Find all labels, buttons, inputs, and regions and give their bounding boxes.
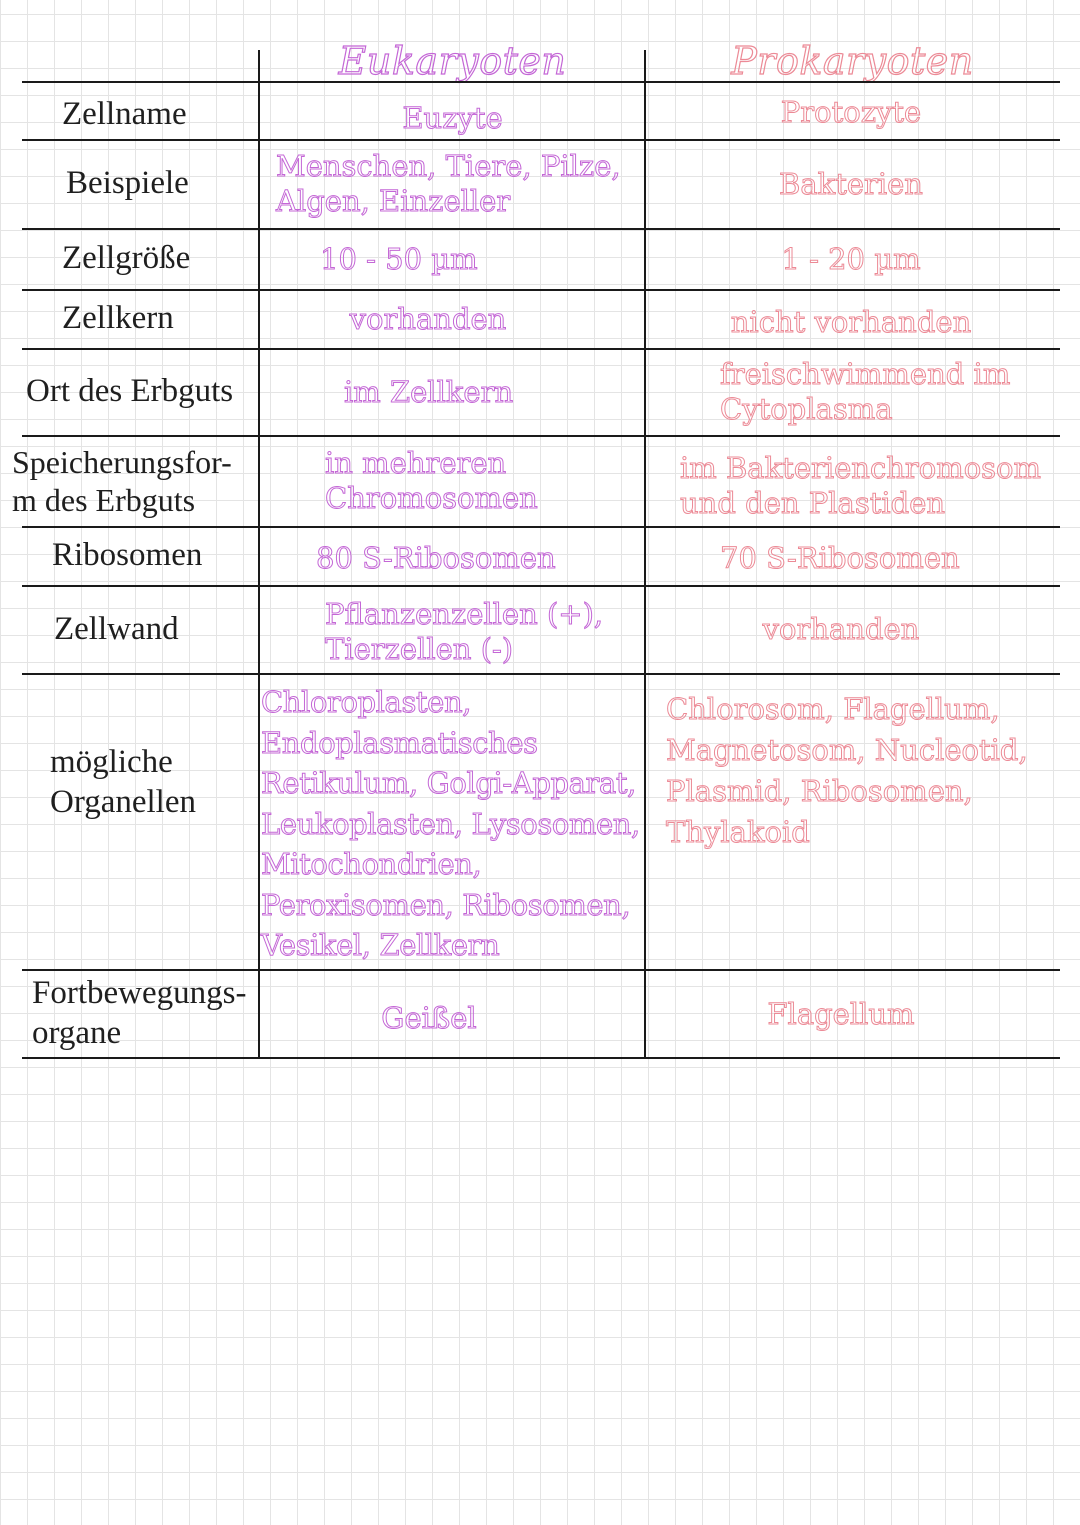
euk-value-zellwand: Pflanzenzellen (+), Tierzellen (-): [325, 596, 604, 666]
euk-value-moegliche-organellen: Chloroplasten, Endoplasmatisches Retikulum, Golgi-Apparat, Leukoplasten, Lysosomen, Mitochondrien, Peroxisomen, Ribosomen, Vesikel, Zellkern: [261, 685, 640, 962]
euk-value-zellname: Euzyte: [402, 100, 503, 135]
row-label-zellname: Zellname: [62, 96, 187, 133]
header-prokaryoten: Prokaryoten: [731, 39, 974, 83]
pro-value-zellgroesse: 1 - 20 µm: [781, 241, 921, 276]
pro-value-speicherungsform: im Bakterienchromosom und den Plastiden: [680, 451, 1041, 520]
euk-value-ort-des-erbguts: im Zellkern: [344, 374, 514, 409]
euk-value-speicherungsform: in mehreren Chromosomen: [325, 446, 538, 515]
row-label-zellkern: Zellkern: [62, 300, 174, 337]
pro-value-moegliche-organellen: Chlorosom, Flagellum, Magnetosom, Nucleotid, Plasmid, Ribosomen, Thylakoid: [666, 692, 1028, 849]
row-label-fortbewegungsorgane: Fortbewegungs- organe: [32, 975, 247, 1051]
euk-value-fortbewegungsorgane: Geißel: [381, 1000, 477, 1035]
euk-value-ribosomen: 80 S-Ribosomen: [316, 540, 556, 575]
row-label-speicherungsform: Speicherungsfor- m des Erbguts: [12, 443, 232, 518]
pro-value-zellname: Protozyte: [780, 94, 922, 129]
row-label-zellwand: Zellwand: [54, 610, 179, 647]
row-rule: [22, 969, 1060, 971]
euk-value-zellgroesse: 10 - 50 µm: [320, 241, 478, 276]
row-rule: [22, 81, 1060, 83]
euk-value-beispiele: Menschen, Tiere, Pilze, Algen, Einzeller: [276, 149, 621, 218]
row-label-ort-des-erbguts: Ort des Erbguts: [26, 373, 234, 410]
row-label-ribosomen: Ribosomen: [52, 537, 203, 574]
column-divider-left: [258, 50, 260, 1058]
row-label-beispiele: Beispiele: [66, 165, 189, 202]
pro-value-zellwand: vorhanden: [762, 612, 920, 647]
row-label-moegliche-organellen: mögliche Organellen: [50, 744, 197, 820]
pro-value-fortbewegungsorgane: Flagellum: [767, 996, 915, 1031]
euk-value-zellkern: vorhanden: [349, 301, 507, 336]
row-label-zellgroesse: Zellgröße: [62, 240, 191, 277]
pro-value-zellkern: nicht vorhanden: [730, 304, 972, 339]
pro-value-beispiele: Bakterien: [779, 166, 923, 201]
pro-value-ort-des-erbguts: freischwimmend im Cytoplasma: [720, 357, 1011, 426]
pro-value-ribosomen: 70 S-Ribosomen: [720, 540, 960, 575]
header-eukaryoten: Eukaryoten: [338, 39, 567, 83]
